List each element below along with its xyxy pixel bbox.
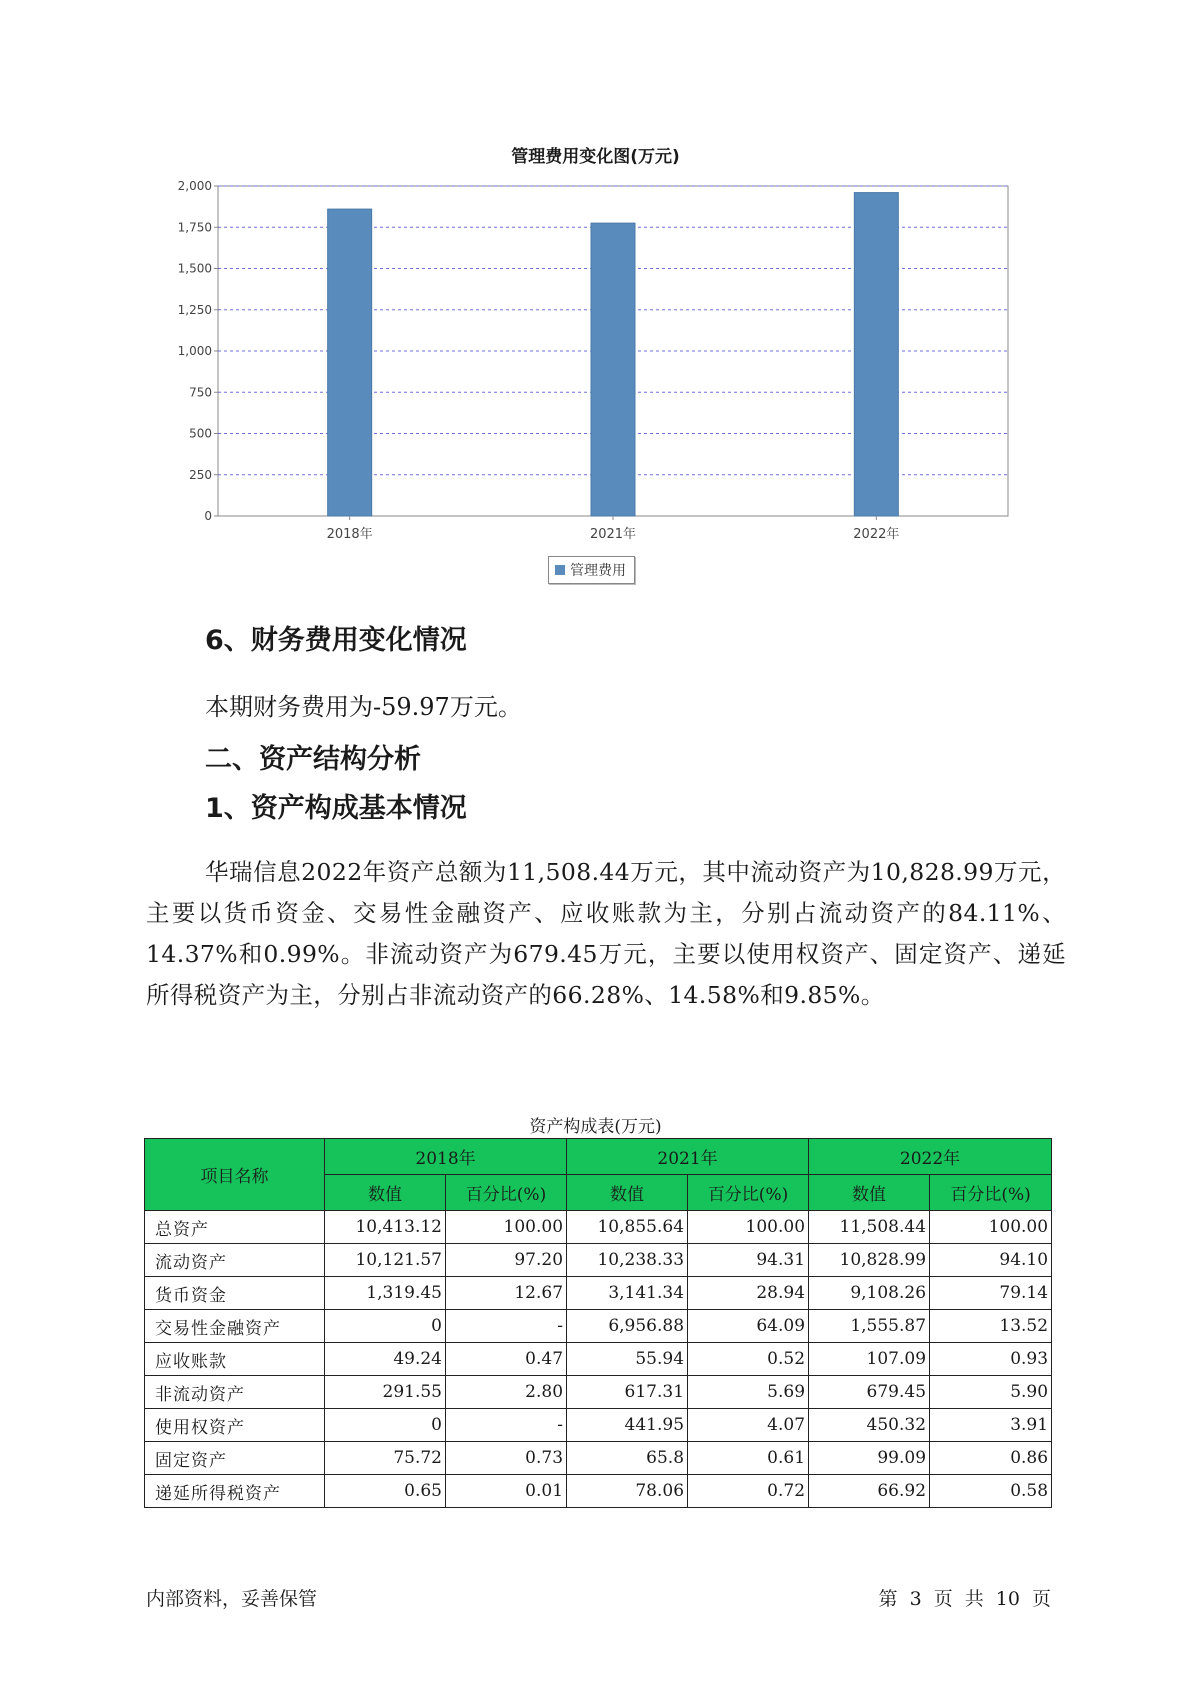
y-tick-label: 1,750 (177, 220, 212, 235)
value-cell: 11,508.44 (809, 1211, 930, 1244)
y-tick-label: 1,500 (177, 261, 212, 276)
row-label: 固定资产 (145, 1442, 325, 1475)
header-year-2018: 2018年 (325, 1139, 567, 1175)
value-cell: 1,319.45 (325, 1277, 446, 1310)
row-label: 货币资金 (145, 1277, 325, 1310)
percent-cell: 0.86 (930, 1442, 1052, 1475)
legend-label: 管理费用 (570, 563, 626, 579)
table-row (145, 1376, 1052, 1409)
value-cell: 1,555.87 (809, 1310, 930, 1343)
y-tick-label: 500 (189, 426, 212, 441)
row-label: 应收账款 (145, 1343, 325, 1376)
header-value: 数值 (325, 1175, 446, 1211)
legend-swatch (555, 565, 565, 575)
value-cell: 0 (325, 1409, 446, 1442)
percent-cell: 100.00 (930, 1211, 1052, 1244)
percent-cell: 0.01 (446, 1475, 567, 1508)
table-row (145, 1211, 1052, 1244)
table-row (145, 1442, 1052, 1475)
percent-cell: 0.73 (446, 1442, 567, 1475)
value-cell: 9,108.26 (809, 1277, 930, 1310)
value-cell: 291.55 (325, 1376, 446, 1409)
footer-page-number: 第 3 页 共 10 页 (878, 1588, 1051, 1610)
section-6-heading: 6、财务费用变化情况 (205, 625, 467, 656)
row-label: 递延所得税资产 (145, 1475, 325, 1508)
percent-cell: 0.52 (688, 1343, 809, 1376)
percent-cell: 100.00 (446, 1211, 567, 1244)
asset-summary-paragraph: 华瑞信息2022年资产总额为11,508.44万元，其中流动资产为10,828.99万元，主要以货币资金、交易性金融资产、应收账款为主，分别占流动资产的84.11%、14.37%和0.99%。非流动资产为679.45万元，主要以使用权资产、固定资产、递延所得税资产为主，分别占非流动资产的66.28%、14.58%和9.85%。 (146, 858, 1066, 1009)
y-tick-label: 250 (189, 467, 212, 482)
percent-cell: 0.72 (688, 1475, 809, 1508)
table-row (145, 1277, 1052, 1310)
bar (328, 209, 372, 516)
header-year-2022: 2022年 (809, 1139, 1052, 1175)
value-cell: 49.24 (325, 1343, 446, 1376)
value-cell: 617.31 (567, 1376, 688, 1409)
percent-cell: - (446, 1310, 567, 1343)
value-cell: 10,238.33 (567, 1244, 688, 1277)
table-row (145, 1475, 1052, 1508)
value-cell: 0 (325, 1310, 446, 1343)
chart-title: 管理费用变化图(万元) (511, 147, 680, 167)
table-row (145, 1409, 1052, 1442)
y-tick-label: 1,000 (177, 344, 212, 358)
value-cell: 75.72 (325, 1442, 446, 1475)
percent-cell: 0.47 (446, 1343, 567, 1376)
percent-cell: 0.61 (688, 1442, 809, 1475)
percent-cell: 5.90 (930, 1376, 1052, 1409)
value-cell: 441.95 (567, 1409, 688, 1442)
percent-cell: 0.93 (930, 1343, 1052, 1376)
header-year-2021: 2021年 (567, 1139, 809, 1175)
value-cell: 55.94 (567, 1343, 688, 1376)
row-label: 非流动资产 (145, 1376, 325, 1409)
footer-confidential-note: 内部资料，妥善保管 (146, 1588, 318, 1610)
row-label: 交易性金融资产 (145, 1310, 325, 1343)
header-pct: 百分比(%) (930, 1175, 1052, 1211)
y-tick-label: 1,250 (177, 302, 212, 317)
value-cell: 10,121.57 (325, 1244, 446, 1277)
section-6-text: 本期财务费用为-59.97万元。 (205, 693, 522, 721)
percent-cell: 13.52 (930, 1310, 1052, 1343)
value-cell: 107.09 (809, 1343, 930, 1376)
admin-expense-bar-chart (150, 178, 1030, 548)
percent-cell: 3.91 (930, 1409, 1052, 1442)
asset-composition-table (144, 1138, 1052, 1508)
row-label: 流动资产 (145, 1244, 325, 1277)
table-caption: 资产构成表(万元) (529, 1117, 662, 1137)
value-cell: 6,956.88 (567, 1310, 688, 1343)
percent-cell: - (446, 1409, 567, 1442)
percent-cell: 97.20 (446, 1244, 567, 1277)
row-label: 使用权资产 (145, 1409, 325, 1442)
percent-cell: 0.58 (930, 1475, 1052, 1508)
value-cell: 99.09 (809, 1442, 930, 1475)
percent-cell: 28.94 (688, 1277, 809, 1310)
value-cell: 65.8 (567, 1442, 688, 1475)
value-cell: 679.45 (809, 1376, 930, 1409)
x-tick-label: 2018年 (326, 527, 373, 542)
value-cell: 3,141.34 (567, 1277, 688, 1310)
y-tick-label: 750 (189, 385, 212, 400)
bar (854, 193, 898, 516)
section-one-heading: 1、资产构成基本情况 (205, 793, 467, 824)
percent-cell: 79.14 (930, 1277, 1052, 1310)
percent-cell: 64.09 (688, 1310, 809, 1343)
header-value: 数值 (567, 1175, 688, 1211)
value-cell: 10,855.64 (567, 1211, 688, 1244)
header-value: 数值 (809, 1175, 930, 1211)
percent-cell: 4.07 (688, 1409, 809, 1442)
x-tick-label: 2022年 (853, 527, 900, 542)
percent-cell: 12.67 (446, 1277, 567, 1310)
value-cell: 10,828.99 (809, 1244, 930, 1277)
table-row (145, 1244, 1052, 1277)
chart-legend (548, 556, 635, 584)
header-item-name: 项目名称 (145, 1139, 325, 1211)
header-pct: 百分比(%) (446, 1175, 567, 1211)
percent-cell: 94.31 (688, 1244, 809, 1277)
percent-cell: 2.80 (446, 1376, 567, 1409)
percent-cell: 100.00 (688, 1211, 809, 1244)
value-cell: 450.32 (809, 1409, 930, 1442)
value-cell: 0.65 (325, 1475, 446, 1508)
row-label: 总资产 (145, 1211, 325, 1244)
x-tick-label: 2021年 (589, 527, 637, 542)
section-two-heading: 二、资产结构分析 (205, 744, 421, 775)
value-cell: 66.92 (809, 1475, 930, 1508)
percent-cell: 94.10 (930, 1244, 1052, 1277)
header-pct: 百分比(%) (688, 1175, 809, 1211)
table-row (145, 1310, 1052, 1343)
value-cell: 10,413.12 (325, 1211, 446, 1244)
bar (591, 223, 635, 516)
table-row (145, 1343, 1052, 1376)
percent-cell: 5.69 (688, 1376, 809, 1409)
y-tick-label: 2,000 (177, 179, 212, 193)
value-cell: 78.06 (567, 1475, 688, 1508)
y-tick-label: 0 (204, 509, 212, 523)
